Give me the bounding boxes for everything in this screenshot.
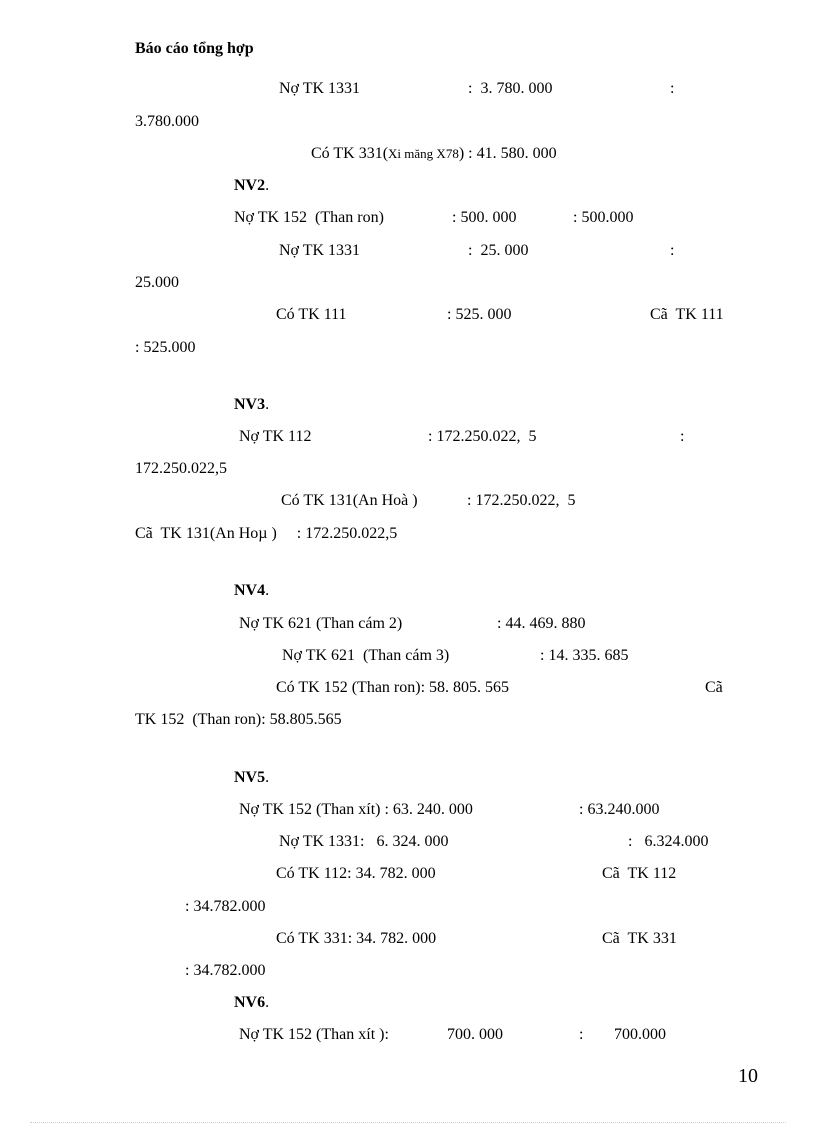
section-nv6: NV6. [234, 994, 270, 1011]
entry-credit-111: Có TK 111 [276, 306, 347, 323]
entry-balance: 25.000 [135, 274, 179, 291]
entry-credit-111-label: Cã TK 111 [650, 306, 724, 323]
entry-debit-152-balance: : 500.000 [573, 209, 634, 226]
section-nv4: NV4. [234, 582, 270, 599]
entry-colon: : [670, 242, 675, 259]
entry-credit-331: Có TK 331: 34. 782. 000 [276, 930, 437, 947]
entry-debit-112-amount: : 172.250.022, 5 [428, 428, 537, 445]
page-number: 10 [738, 1065, 758, 1087]
entry-debit-112: Nợ TK 112 [239, 428, 312, 445]
entry-balance: : 525.000 [135, 339, 196, 356]
entry-credit-112-label: Cã TK 112 [602, 865, 677, 882]
entry-debit-621-cam2-amount: : 44. 469. 880 [497, 615, 586, 632]
section-nv2: NV2. [234, 177, 270, 194]
entry-balance: 3.780.000 [135, 113, 199, 130]
entry-debit-621-cam2: Nợ TK 621 (Than cám 2) [239, 615, 403, 632]
document-header: Báo cáo tổng hợp [135, 40, 254, 57]
entry-balance: 172.250.022,5 [135, 460, 227, 477]
entry-debit-152-xit: Nợ TK 152 (Than xít ): [239, 1026, 389, 1043]
entry-balance-152: TK 152 (Than ron): 58.805.565 [135, 711, 342, 728]
entry-debit-1331: Nợ TK 1331: 6. 324. 000 [279, 833, 449, 850]
entry-debit-621-cam3: Nợ TK 621 (Than cám 3) [282, 647, 450, 664]
entry-credit-131-amount: : 172.250.022, 5 [467, 492, 576, 509]
entry-balance: : 34.782.000 [185, 898, 266, 915]
entry-balance: : 34.782.000 [185, 962, 266, 979]
section-nv3: NV3. [234, 396, 270, 413]
entry-balance-131: Cã TK 131(An Hoµ ) : 172.250.022,5 [135, 525, 398, 542]
entry-debit-152: Nợ TK 152 (Than ron) [234, 209, 384, 226]
entry-debit-1331-amount: : 3. 780. 000 [468, 80, 553, 97]
entry-debit-621-cam3-amount: : 14. 335. 685 [540, 647, 629, 664]
section-nv5: NV5. [234, 769, 270, 786]
entry-debit-152-xit-amount: 700. 000 [447, 1026, 503, 1043]
entry-debit-1331: Nợ TK 1331 [279, 80, 361, 97]
entry-debit-1331-amount: : 25. 000 [468, 242, 529, 259]
entry-credit-152: Có TK 152 (Than ron): 58. 805. 565 [276, 679, 510, 696]
entry-credit-331-label: Cã TK 331 [602, 930, 677, 947]
entry-colon: : [670, 80, 675, 97]
entry-credit-152-label: Cã [705, 679, 723, 696]
entry-debit-152-xit-balance: : 63.240.000 [579, 801, 660, 818]
entry-debit-1331: Nợ TK 1331 [279, 242, 361, 259]
entry-debit-1331-balance: : 6.324.000 [628, 833, 709, 850]
entry-debit-152-xit: Nợ TK 152 (Than xít) : 63. 240. 000 [239, 801, 473, 818]
entry-debit-152-xit-balance: 700.000 [614, 1026, 666, 1043]
entry-credit-112: Có TK 112: 34. 782. 000 [276, 865, 436, 882]
entry-debit-152-amount: : 500. 000 [452, 209, 517, 226]
entry-colon: : [579, 1026, 584, 1043]
entry-credit-331: Có TK 331(Xi măng X78) : 41. 580. 000 [311, 145, 557, 162]
entry-credit-131: Có TK 131(An Hoà ) [281, 492, 418, 509]
entry-colon: : [680, 428, 685, 445]
entry-credit-111-amount: : 525. 000 [447, 306, 512, 323]
